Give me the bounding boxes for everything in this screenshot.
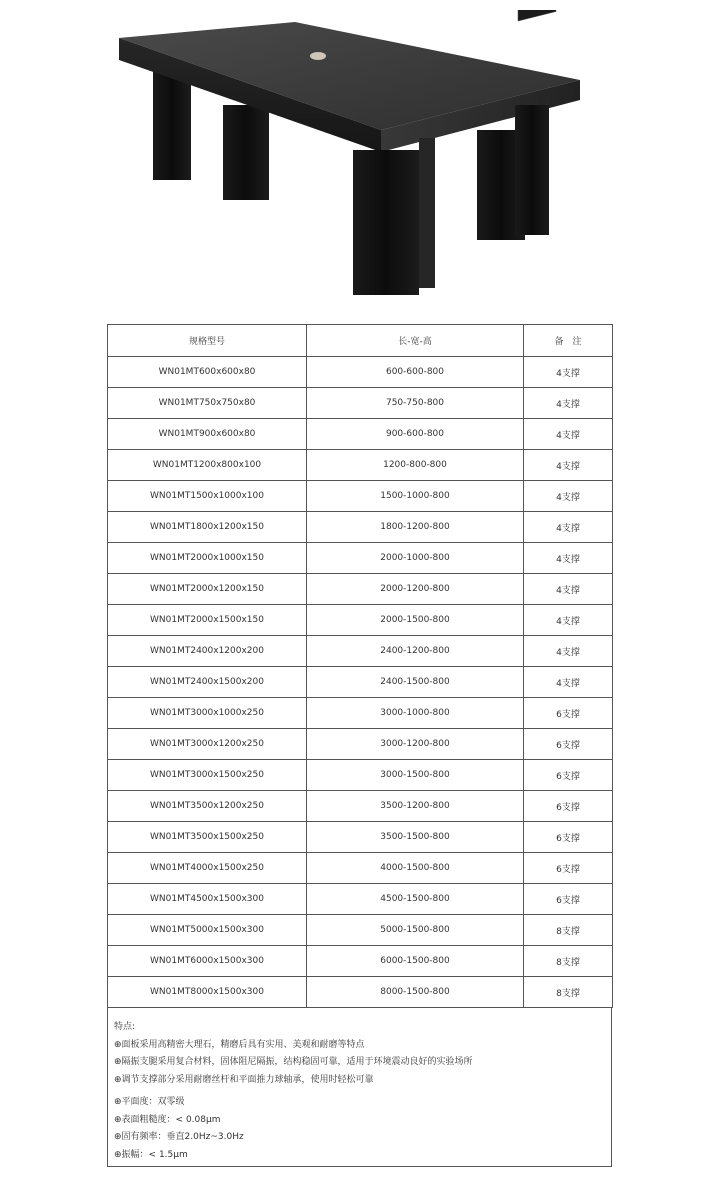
cell-dimensions: 1200-800-800	[307, 450, 524, 481]
cell-remark: 4支撑	[524, 574, 613, 605]
table-row	[108, 450, 613, 481]
table-row	[108, 946, 613, 977]
cell-dimensions: 3000-1500-800	[307, 760, 524, 791]
table-row	[108, 512, 613, 543]
cell-model: WN01MT5000x1500x300	[108, 915, 307, 946]
spec-line: ⊕平面度：双零级	[114, 1097, 185, 1107]
header-model: 规格型号	[108, 325, 307, 357]
table-row	[108, 388, 613, 419]
table-row	[108, 667, 613, 698]
cell-remark: 4支撑	[524, 636, 613, 667]
cell-dimensions: 900-600-800	[307, 419, 524, 450]
cell-model: WN01MT3000x1200x250	[108, 729, 307, 760]
cell-dimensions: 3000-1000-800	[307, 698, 524, 729]
cell-remark: 4支撑	[524, 512, 613, 543]
cell-model: WN01MT6000x1500x300	[108, 946, 307, 977]
cell-remark: 4支撑	[524, 388, 613, 419]
feature-line: ⊕调节支撑部分采用耐磨丝杆和平面推力球轴承，使用时轻松可靠	[114, 1074, 374, 1085]
table-row	[108, 791, 613, 822]
table-row	[108, 760, 613, 791]
table-row	[108, 543, 613, 574]
cell-remark: 4支撑	[524, 667, 613, 698]
spec-line: ⊕固有频率：垂直2.0Hz~3.0Hz	[114, 1132, 244, 1142]
spec-line: ⊕表面粗糙度：< 0.08μm	[114, 1114, 221, 1125]
cell-remark: 4支撑	[524, 357, 613, 388]
cell-remark: 8支撑	[524, 915, 613, 946]
table-row	[108, 915, 613, 946]
cell-dimensions: 2000-1200-800	[307, 574, 524, 605]
cell-dimensions: 8000-1500-800	[307, 977, 524, 1008]
cell-model: WN01MT750x750x80	[108, 388, 307, 419]
feature-line: ⊕面板采用高精密大理石，精磨后具有实用、美观和耐磨等特点	[114, 1039, 365, 1050]
cell-dimensions: 3500-1200-800	[307, 791, 524, 822]
header-dimensions: 长-宽-高	[307, 325, 524, 357]
cell-remark: 6支撑	[524, 729, 613, 760]
cell-model: WN01MT1800x1200x150	[108, 512, 307, 543]
cell-dimensions: 2400-1500-800	[307, 667, 524, 698]
table-row	[108, 605, 613, 636]
spec-table	[107, 324, 613, 1008]
cell-model: WN01MT8000x1500x300	[108, 977, 307, 1008]
cell-remark: 4支撑	[524, 450, 613, 481]
table-row	[108, 419, 613, 450]
table-row	[108, 822, 613, 853]
cell-dimensions: 2000-1500-800	[307, 605, 524, 636]
cell-dimensions: 600-600-800	[307, 357, 524, 388]
cell-dimensions: 6000-1500-800	[307, 946, 524, 977]
cell-model: WN01MT2400x1500x200	[108, 667, 307, 698]
cell-dimensions: 2000-1000-800	[307, 543, 524, 574]
cell-dimensions: 3500-1500-800	[307, 822, 524, 853]
table-header-row	[108, 325, 613, 357]
cell-remark: 6支撑	[524, 698, 613, 729]
cell-remark: 8支撑	[524, 946, 613, 977]
cell-dimensions: 750-750-800	[307, 388, 524, 419]
cell-model: WN01MT3000x1500x250	[108, 760, 307, 791]
table-row	[108, 574, 613, 605]
cell-dimensions: 3000-1200-800	[307, 729, 524, 760]
table-row	[108, 636, 613, 667]
cell-remark: 4支撑	[524, 605, 613, 636]
cell-dimensions: 1500-1000-800	[307, 481, 524, 512]
table-row	[108, 698, 613, 729]
cell-model: WN01MT3500x1200x250	[108, 791, 307, 822]
cell-model: WN01MT2000x1500x150	[108, 605, 307, 636]
spec-line: ⊕振幅：< 1.5μm	[114, 1149, 188, 1160]
product-photo	[105, 10, 615, 310]
cell-model: WN01MT600x600x80	[108, 357, 307, 388]
cell-model: WN01MT1500x1000x100	[108, 481, 307, 512]
table-row	[108, 884, 613, 915]
table-row	[108, 977, 613, 1008]
cell-model: WN01MT2000x1200x150	[108, 574, 307, 605]
header-remark: 备 注	[524, 325, 613, 357]
cell-model: WN01MT4000x1500x250	[108, 853, 307, 884]
cell-remark: 4支撑	[524, 419, 613, 450]
cell-dimensions: 4500-1500-800	[307, 884, 524, 915]
cell-dimensions: 2400-1200-800	[307, 636, 524, 667]
cell-dimensions: 4000-1500-800	[307, 853, 524, 884]
cell-model: WN01MT2000x1000x150	[108, 543, 307, 574]
cell-model: WN01MT3500x1500x250	[108, 822, 307, 853]
cell-model: WN01MT4500x1500x300	[108, 884, 307, 915]
cell-remark: 6支撑	[524, 760, 613, 791]
cell-remark: 4支撑	[524, 543, 613, 574]
cell-model: WN01MT900x600x80	[108, 419, 307, 450]
features-title: 特点:	[114, 1022, 136, 1032]
cell-remark: 8支撑	[524, 977, 613, 1008]
table-row	[108, 481, 613, 512]
table-row	[108, 729, 613, 760]
cell-dimensions: 5000-1500-800	[307, 915, 524, 946]
cell-model: WN01MT3000x1000x250	[108, 698, 307, 729]
features-box	[107, 1007, 612, 1167]
granite-table-image	[105, 10, 615, 310]
cell-remark: 6支撑	[524, 822, 613, 853]
cell-dimensions: 1800-1200-800	[307, 512, 524, 543]
cell-model: WN01MT2400x1200x200	[108, 636, 307, 667]
feature-line: ⊕隔振支腿采用复合材料，固体阻尼隔振，结构稳固可靠，适用于环境震动良好的实验场所	[114, 1057, 473, 1067]
cell-remark: 6支撑	[524, 791, 613, 822]
table-row	[108, 357, 613, 388]
table-body	[108, 357, 613, 1008]
cell-remark: 6支撑	[524, 884, 613, 915]
cell-remark: 4支撑	[524, 481, 613, 512]
cell-model: WN01MT1200x800x100	[108, 450, 307, 481]
cell-remark: 6支撑	[524, 853, 613, 884]
table-row	[108, 853, 613, 884]
